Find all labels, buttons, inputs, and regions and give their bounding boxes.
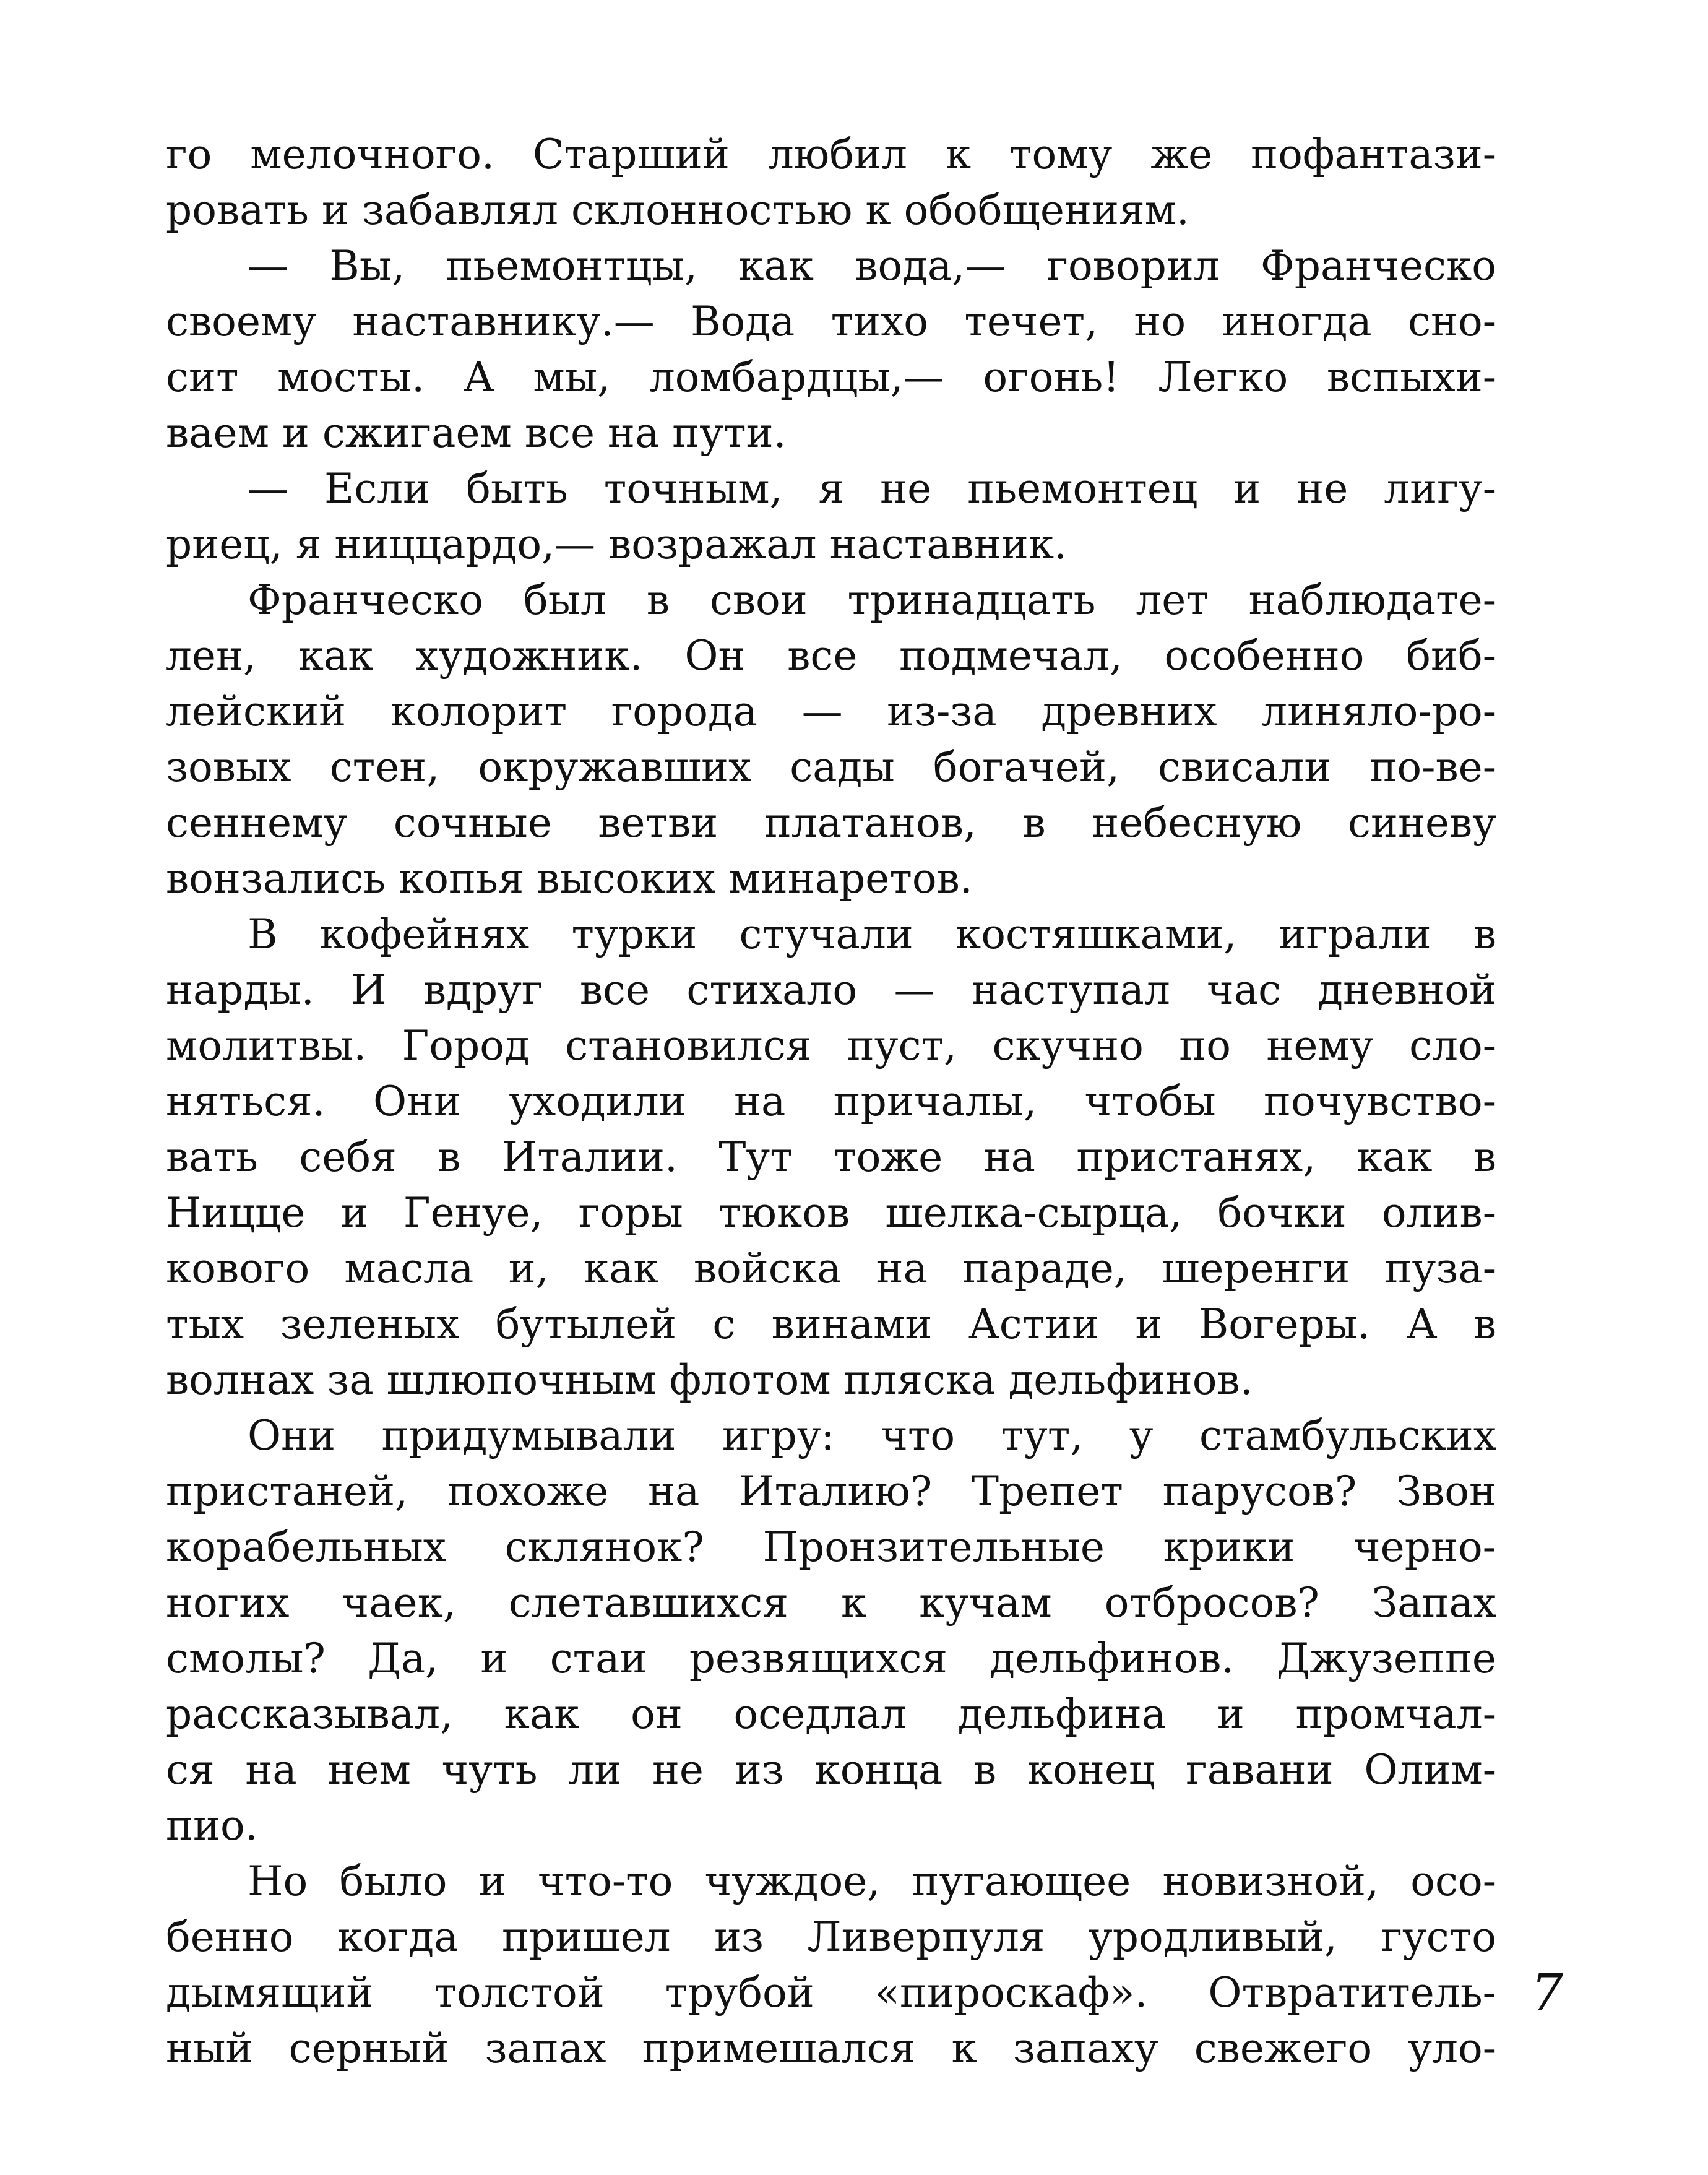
- text-line: ногих чаек, слетавшихся к кучам отбросов? Запах: [166, 1579, 1496, 1627]
- text-line: тых зеленых бутылей с винами Астии и Вогеры. А в: [166, 1300, 1496, 1348]
- text-line: Они придумывали игру: что тут, у стамбульских: [248, 1412, 1496, 1459]
- text-line: вать себя в Италии. Тут тоже на пристанях, как в: [166, 1133, 1496, 1181]
- text-line: своему наставнику.— Вода тихо течет, но иногда сно-: [166, 298, 1496, 345]
- text-line: пио.: [166, 1802, 258, 1849]
- text-line: — Если быть точным, я не пьемонтец и не лигу-: [248, 465, 1496, 512]
- text-line: ный серный запах примешался к запаху свежего уло-: [166, 2025, 1496, 2072]
- text-line: лейский колорит города — из-за древних линяло-ро-: [166, 688, 1496, 735]
- text-line: смолы? Да, и стаи резвящихся дельфинов. Джузеппе: [166, 1635, 1496, 1682]
- text-line: — Вы, пьемонтцы, как вода,— говорил Франческо: [248, 242, 1496, 290]
- text-line: В кофейнях турки стучали костяшками, играли в: [248, 910, 1496, 958]
- text-line: риец, я ниццардо,— возражал наставник.: [166, 521, 1068, 568]
- text-line: ся на нем чуть ли не из конца в конец гавани Олим-: [166, 1746, 1496, 1794]
- text-line: молитвы. Город становился пуст, скучно по нему сло-: [166, 1022, 1496, 1070]
- text-line: сит мосты. А мы, ломбардцы,— огонь! Легко вспыхи-: [166, 353, 1496, 401]
- page-number: 7: [1531, 1964, 1564, 2023]
- text-line: Ницце и Генуе, горы тюков шелка-сырца, бочки олив-: [166, 1189, 1496, 1237]
- text-line: го мелочного. Старший любил к тому же пофантази-: [166, 131, 1496, 178]
- text-line: няться. Они уходили на причалы, чтобы почувство-: [166, 1078, 1496, 1125]
- text-line: ваем и сжигаем все на пути.: [166, 409, 787, 457]
- text-line: нарды. И вдруг все стихало — наступал час дневной: [166, 966, 1496, 1014]
- text-line: волнах за шлюпочным флотом пляска дельфинов.: [166, 1356, 1253, 1404]
- text-line: корабельных склянок? Пронзительные крики черно-: [166, 1523, 1496, 1571]
- text-line: вонзались копья высоких минаретов.: [166, 855, 973, 902]
- text-line: зовых стен, окружавших сады богачей, свисали по-ве-: [166, 743, 1496, 791]
- text-line: бенно когда пришел из Ливерпуля уродливый, густо: [166, 1913, 1496, 1961]
- text-line: сеннему сочные ветви платанов, в небесную синеву: [166, 799, 1496, 847]
- text-line: рассказывал, как он оседлал дельфина и промчал-: [166, 1690, 1496, 1738]
- text-line: Но было и что-то чуждое, пугающее новизной, осо-: [248, 1857, 1496, 1905]
- page-text: [166, 127, 1496, 2077]
- text-line: лен, как художник. Он все подмечал, особенно биб-: [166, 632, 1496, 680]
- text-line: кового масла и, как войска на параде, шеренги пуза-: [166, 1245, 1496, 1292]
- text-line: дымящий толстой трубой «пироскаф». Отвратитель-: [166, 1969, 1496, 2017]
- text-line: пристаней, похоже на Италию? Трепет парусов? Звон: [166, 1468, 1496, 1515]
- text-line: Франческо был в свои тринадцать лет наблюдате-: [248, 576, 1496, 624]
- text-line: ровать и забавлял склонностью к обобщениям.: [166, 186, 1189, 234]
